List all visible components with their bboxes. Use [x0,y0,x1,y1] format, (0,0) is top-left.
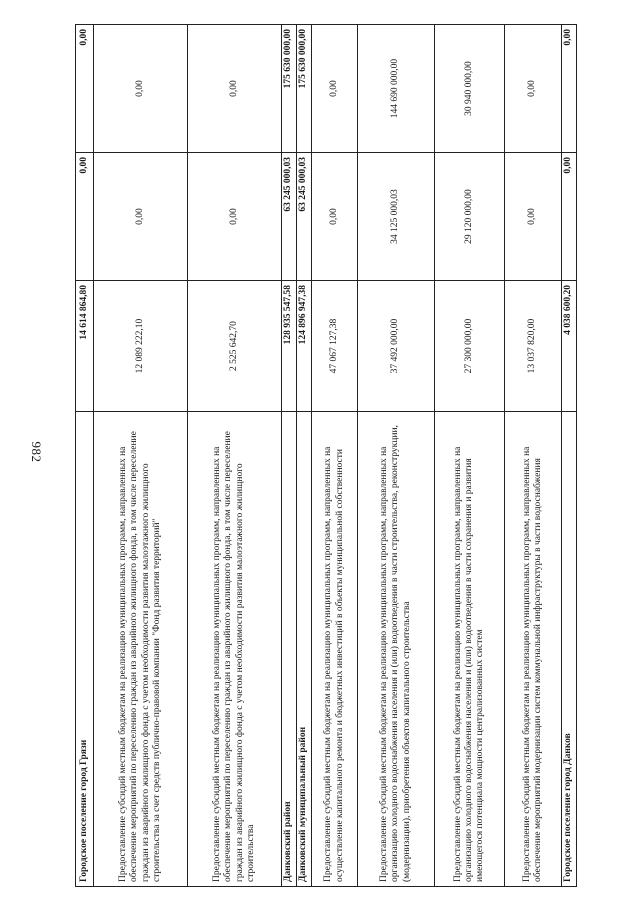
row-description: Предоставление субсидий местным бюджетам на реализацию муниципальных программ, направленных на осуществление капитального ремонта и бюджетных инвестиций в объекты муниципальной собственности [312,412,358,887]
row-description: Данковский район [282,412,297,887]
row-value-2: 63 245 000,03 [297,153,312,281]
row-description: Предоставление субсидий местным бюджетам на реализацию муниципальных программ, направленных на обеспечение мероприятий по переселению граждан из аварийного жилищного фонда, в том числе переселение граждан из аварийного жилищного фонда с учетом необходимости развития малоэтажного жилищного строительства [188,412,282,887]
page-number: 982 [29,441,44,463]
row-value-3: 175 630 000,00 [282,25,297,153]
row-value-3: 0,00 [76,25,94,153]
table-row [505,25,562,887]
row-value-3: 175 630 000,00 [297,25,312,153]
row-value-1: 37 492 000,00 [358,281,435,412]
row-value-2: 0,00 [94,153,188,281]
row-value-1: 47 067 127,38 [312,281,358,412]
row-value-1: 124 896 947,38 [297,281,312,412]
row-description: Городское поселение город Грязи [76,412,94,887]
row-value-1: 128 935 547,58 [282,281,297,412]
row-description: Предоставление субсидий местным бюджетам на реализацию муниципальных программ, направленных на обеспечение мероприятий по переселению граждан из аварийного жилищного фонда, в том числе переселение граждан из аварийного жилищного фонда с учетом необходимости развития малоэтажного жилищного строительства за счет средств публично-правовой компании "Фонд развития территорий" [94,412,188,887]
table-row [358,25,435,887]
table-row [282,25,297,887]
row-value-2: 0,00 [188,153,282,281]
row-description: Предоставление субсидий местным бюджетам на реализацию муниципальных программ, направленных на обеспечение мероприятий модернизации систем коммунальной инфраструктуры в части водоснабжения [505,412,562,887]
table-row [188,25,282,887]
row-value-2: 0,00 [562,153,577,281]
row-description: Данковский муниципальный район [297,412,312,887]
budget-table [75,24,577,887]
table-row [297,25,312,887]
table-row [312,25,358,887]
row-value-3: 0,00 [312,25,358,153]
row-value-3: 0,00 [562,25,577,153]
table-row [94,25,188,887]
row-value-1: 12 089 222,10 [94,281,188,412]
row-value-1: 2 525 642,70 [188,281,282,412]
row-value-2: 29 120 000,00 [435,153,505,281]
row-description: Предоставление субсидий местным бюджетам на реализацию муниципальных программ, направленных на организацию холодного водоснабжения населения и (или) водоотведения в части строительства, реконструкции, (модернизации), приобретения объектов капитального строительства [358,412,435,887]
table-row [76,25,94,887]
row-value-3: 0,00 [94,25,188,153]
row-value-2: 34 125 000,03 [358,153,435,281]
row-value-1: 14 614 864,80 [76,281,94,412]
row-value-3: 0,00 [188,25,282,153]
table-row [562,25,577,887]
row-value-3: 0,00 [505,25,562,153]
row-description: Предоставление субсидий местным бюджетам на реализацию муниципальных программ, направленных на организацию холодного водоснабжения населения и (или) водоотведения в части сохранения и развития имеющегося потенциала мощности централизованных систем [435,412,505,887]
rotated-table-container [75,25,590,887]
row-value-1: 27 300 000,00 [435,281,505,412]
row-value-3: 144 690 000,00 [358,25,435,153]
row-value-2: 63 245 000,03 [282,153,297,281]
table-row [435,25,505,887]
row-description: Городское поселение город Данков [562,412,577,887]
row-value-2: 0,00 [312,153,358,281]
row-value-1: 13 037 820,00 [505,281,562,412]
row-value-2: 0,00 [76,153,94,281]
row-value-2: 0,00 [505,153,562,281]
row-value-1: 4 038 600,20 [562,281,577,412]
row-value-3: 30 940 000,00 [435,25,505,153]
